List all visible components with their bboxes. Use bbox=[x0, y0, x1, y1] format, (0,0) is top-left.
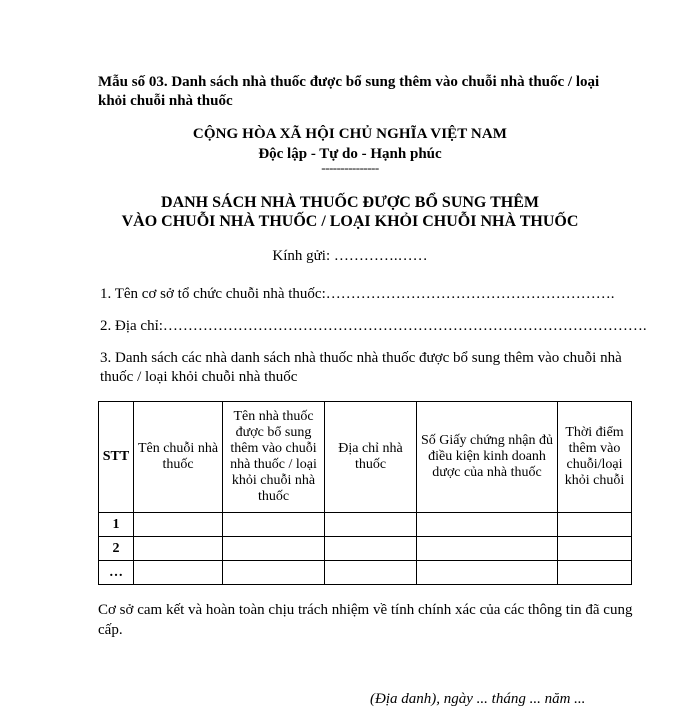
recipient-line: Kính gửi: ………….…… bbox=[272, 248, 428, 264]
pharmacy-table bbox=[98, 401, 632, 585]
address-field: 2. Địa chỉ:……………………………………………………………………………………. bbox=[100, 318, 647, 334]
table-cell[interactable] bbox=[558, 561, 632, 585]
table-cell[interactable] bbox=[134, 513, 223, 537]
motto: Độc lập - Tự do - Hạnh phúc bbox=[258, 146, 442, 162]
nation-name: CỘNG HÒA XÃ HỘI CHỦ NGHĨA VIỆT NAM bbox=[192, 126, 508, 142]
chain-name-field: 1. Tên cơ sở tổ chức chuỗi nhà thuốc:…………………………………………………. bbox=[100, 286, 615, 302]
separator-line: --------------- bbox=[321, 160, 379, 175]
header-pharmacy-address: Địa chỉ nhà thuốc bbox=[325, 402, 417, 513]
table-cell[interactable] bbox=[223, 561, 325, 585]
list-title-line1: DANH SÁCH NHÀ THUỐC ĐƯỢC BỔ SUNG THÊM bbox=[161, 194, 539, 211]
table-cell[interactable] bbox=[325, 537, 417, 561]
list-title-line2: VÀO CHUỖI NHÀ THUỐC / LOẠI KHỎI CHUỖI NHÀ THUỐC bbox=[121, 213, 579, 230]
header-pharmacy-name: Tên nhà thuốc được bổ sung thêm vào chuỗi nhà thuốc / loại khỏi chuỗi nhà thuốc bbox=[223, 402, 325, 513]
row-stt: 2 bbox=[99, 537, 134, 561]
signature-place-date: (Địa danh), ngày ... tháng ... năm ... bbox=[370, 691, 586, 707]
table-cell[interactable] bbox=[558, 513, 632, 537]
table-cell[interactable] bbox=[134, 561, 223, 585]
table-row bbox=[99, 561, 632, 585]
table-cell[interactable] bbox=[325, 513, 417, 537]
header-certificate-number: Số Giấy chứng nhận đủ điều kiện kinh doanh dược của nhà thuốc bbox=[417, 402, 558, 513]
table-cell[interactable] bbox=[558, 537, 632, 561]
table-cell[interactable] bbox=[417, 537, 558, 561]
row-stt: 1 bbox=[99, 513, 134, 537]
table-cell[interactable] bbox=[223, 537, 325, 561]
table-header-row bbox=[99, 402, 632, 513]
form-title: Mẫu số 03. Danh sách nhà thuốc được bổ sung thêm vào chuỗi nhà thuốc / loại khỏi chuỗi nhà thuốc bbox=[98, 74, 600, 109]
table-cell[interactable] bbox=[417, 513, 558, 537]
table-cell[interactable] bbox=[223, 513, 325, 537]
table-cell[interactable] bbox=[134, 537, 223, 561]
header-stt: STT bbox=[99, 402, 134, 513]
row-stt: … bbox=[99, 561, 134, 585]
header-chain-name: Tên chuỗi nhà thuốc bbox=[134, 402, 223, 513]
closing-statement: Cơ sở cam kết và hoàn toàn chịu trách nhiệm về tính chính xác của các thông tin đã cung cấp. bbox=[98, 602, 633, 638]
header-time: Thời điểm thêm vào chuỗi/loại khỏi chuỗi bbox=[558, 402, 632, 513]
table-row bbox=[99, 513, 632, 537]
table-row bbox=[99, 537, 632, 561]
table-cell[interactable] bbox=[325, 561, 417, 585]
list-heading: 3. Danh sách các nhà danh sách nhà thuốc nhà thuốc được bổ sung thêm vào chuỗi nhà thuốc / loại khỏi chuỗi nhà thuốc bbox=[100, 350, 622, 385]
table-cell[interactable] bbox=[417, 561, 558, 585]
